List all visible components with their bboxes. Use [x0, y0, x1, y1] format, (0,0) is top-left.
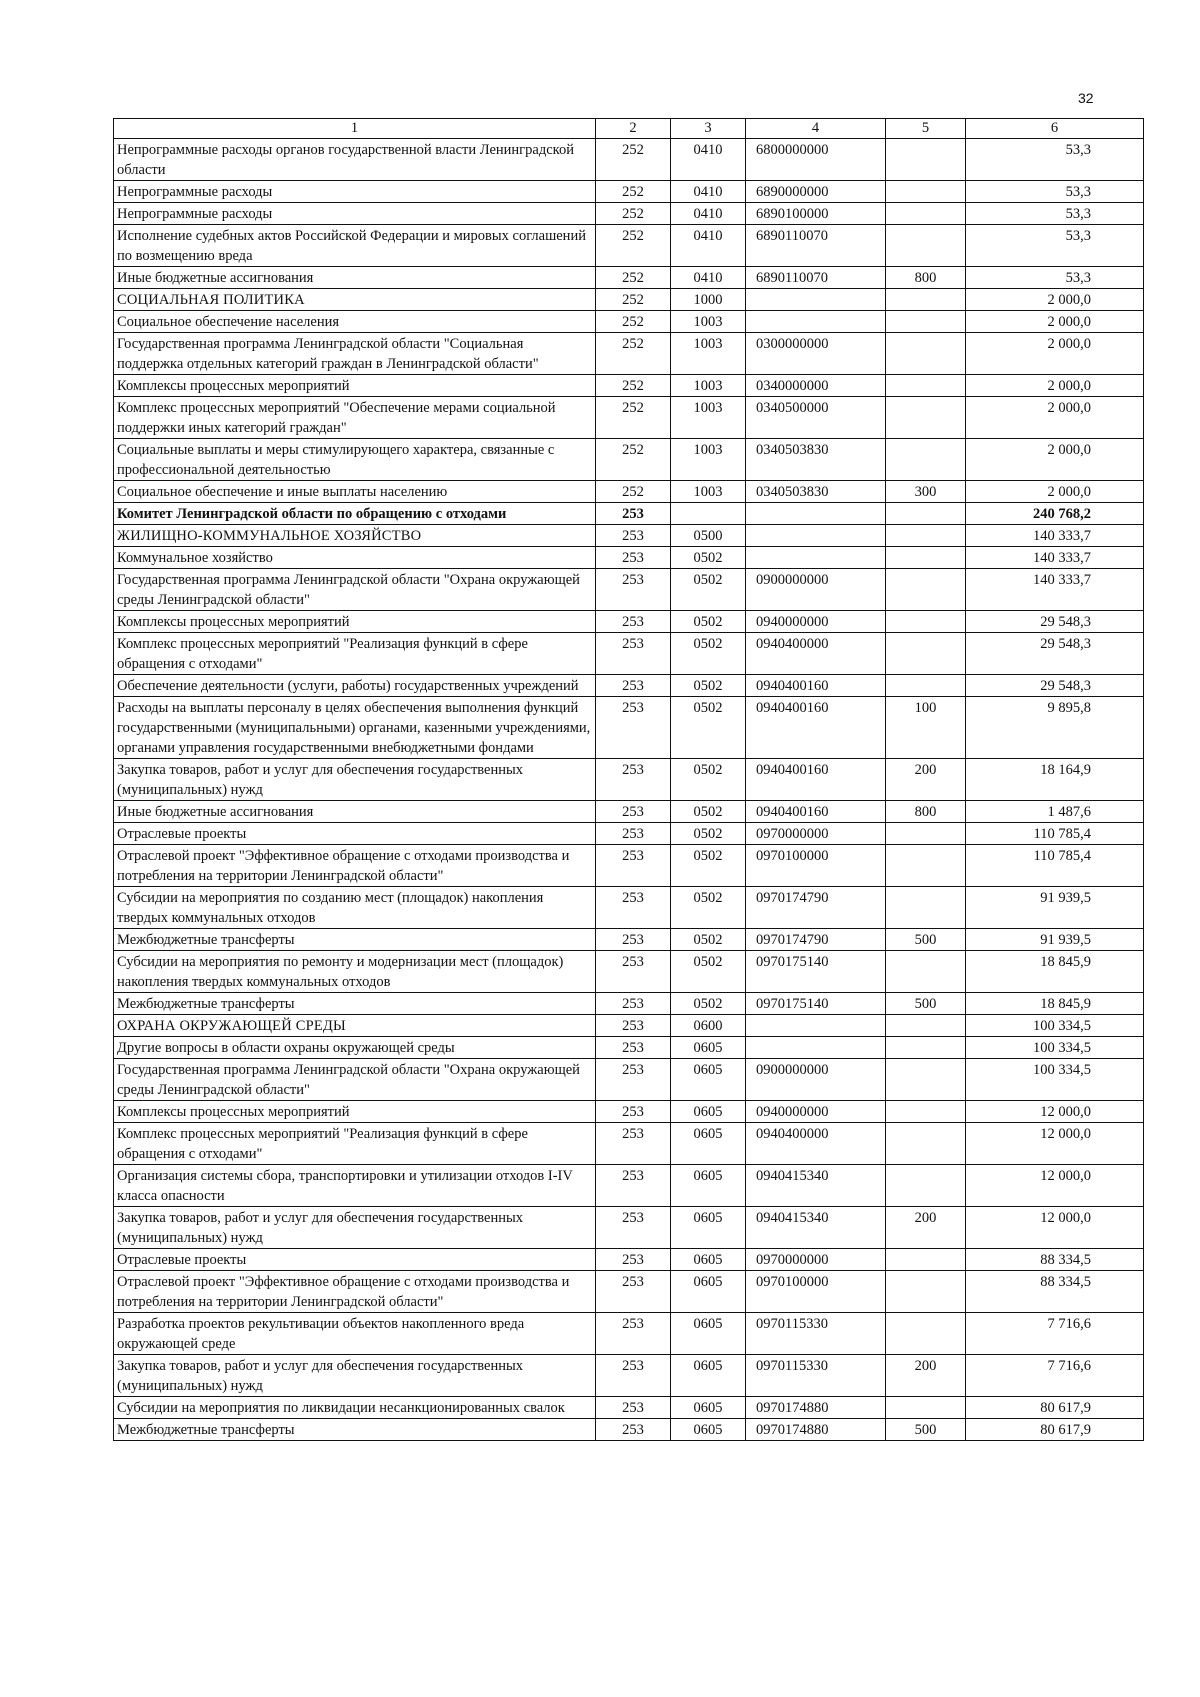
row-section-cell: 0500	[671, 525, 746, 547]
row-section-cell: 1003	[671, 397, 746, 439]
row-target-article-cell: 0940400160	[746, 697, 886, 759]
row-target-article-cell: 6890110070	[746, 267, 886, 289]
row-ved-cell: 253	[596, 611, 671, 633]
table-row	[114, 951, 1144, 993]
row-target-article-cell: 0940415340	[746, 1207, 886, 1249]
row-section-cell: 0502	[671, 993, 746, 1015]
row-expense-type-cell: 100	[886, 697, 966, 759]
table-row	[114, 333, 1144, 375]
row-ved-cell: 253	[596, 823, 671, 845]
table-row	[114, 697, 1144, 759]
table-row	[114, 267, 1144, 289]
row-ved-cell: 253	[596, 547, 671, 569]
table-row	[114, 289, 1144, 311]
row-amount-cell: 12 000,0	[966, 1123, 1144, 1165]
table-header	[114, 119, 1144, 139]
row-target-article-cell: 0970115330	[746, 1313, 886, 1355]
row-ved-cell: 252	[596, 397, 671, 439]
row-amount-cell: 110 785,4	[966, 845, 1144, 887]
row-target-article-cell	[746, 289, 886, 311]
row-section-cell: 1003	[671, 333, 746, 375]
row-section-cell: 0605	[671, 1101, 746, 1123]
row-expense-type-cell	[886, 225, 966, 267]
table-row	[114, 547, 1144, 569]
row-name-cell: Непрограммные расходы органов государственной власти Ленинградской области	[114, 139, 596, 181]
row-expense-type-cell	[886, 397, 966, 439]
row-section-cell: 0502	[671, 697, 746, 759]
row-expense-type-cell	[886, 675, 966, 697]
row-name-cell: Комплексы процессных мероприятий	[114, 1101, 596, 1123]
row-section-cell: 1003	[671, 481, 746, 503]
table-row	[114, 397, 1144, 439]
row-target-article-cell: 0940400160	[746, 675, 886, 697]
table-row	[114, 633, 1144, 675]
row-ved-cell: 252	[596, 267, 671, 289]
row-ved-cell: 253	[596, 929, 671, 951]
row-expense-type-cell	[886, 375, 966, 397]
row-ved-cell: 253	[596, 1271, 671, 1313]
row-amount-cell: 2 000,0	[966, 439, 1144, 481]
row-section-cell: 1003	[671, 375, 746, 397]
row-section-cell: 0502	[671, 569, 746, 611]
row-expense-type-cell	[886, 1165, 966, 1207]
table-row	[114, 375, 1144, 397]
table-row	[114, 439, 1144, 481]
row-section-cell: 0502	[671, 887, 746, 929]
row-target-article-cell	[746, 1015, 886, 1037]
row-ved-cell: 253	[596, 951, 671, 993]
row-expense-type-cell	[886, 633, 966, 675]
row-name-cell: Исполнение судебных актов Российской Федерации и мировых соглашений по возмещению вреда	[114, 225, 596, 267]
header-cell: 1	[114, 119, 596, 139]
table-row	[114, 993, 1144, 1015]
row-target-article-cell: 0970174790	[746, 929, 886, 951]
row-section-cell: 0502	[671, 547, 746, 569]
row-name-cell: Комплекс процессных мероприятий "Реализация функций в сфере обращения с отходами"	[114, 633, 596, 675]
row-amount-cell: 1 487,6	[966, 801, 1144, 823]
row-section-cell: 0605	[671, 1059, 746, 1101]
table-row	[114, 887, 1144, 929]
row-amount-cell: 53,3	[966, 139, 1144, 181]
table-body	[114, 139, 1144, 1441]
table-row	[114, 1397, 1144, 1419]
row-ved-cell: 253	[596, 503, 671, 525]
row-name-cell: Отраслевые проекты	[114, 1249, 596, 1271]
row-expense-type-cell	[886, 139, 966, 181]
row-target-article-cell: 0940000000	[746, 611, 886, 633]
header-cell: 3	[671, 119, 746, 139]
row-ved-cell: 253	[596, 697, 671, 759]
row-amount-cell: 53,3	[966, 181, 1144, 203]
row-expense-type-cell	[886, 439, 966, 481]
row-expense-type-cell	[886, 1271, 966, 1313]
table-row	[114, 1249, 1144, 1271]
row-section-cell: 0600	[671, 1015, 746, 1037]
row-ved-cell: 253	[596, 1419, 671, 1441]
row-target-article-cell: 0940415340	[746, 1165, 886, 1207]
row-target-article-cell	[746, 525, 886, 547]
row-target-article-cell	[746, 503, 886, 525]
row-amount-cell: 12 000,0	[966, 1207, 1144, 1249]
row-expense-type-cell: 200	[886, 1355, 966, 1397]
table-row	[114, 225, 1144, 267]
row-amount-cell: 18 164,9	[966, 759, 1144, 801]
row-target-article-cell	[746, 1037, 886, 1059]
row-name-cell: Отраслевой проект "Эффективное обращение с отходами производства и потребления на территории Ленинградской области"	[114, 1271, 596, 1313]
table-row	[114, 1355, 1144, 1397]
row-expense-type-cell	[886, 503, 966, 525]
row-name-cell: Коммунальное хозяйство	[114, 547, 596, 569]
row-ved-cell: 253	[596, 525, 671, 547]
row-name-cell: Иные бюджетные ассигнования	[114, 267, 596, 289]
row-name-cell: Социальное обеспечение населения	[114, 311, 596, 333]
row-section-cell: 0410	[671, 225, 746, 267]
row-name-cell: Межбюджетные трансферты	[114, 1419, 596, 1441]
row-ved-cell: 253	[596, 1313, 671, 1355]
row-name-cell: Организация системы сбора, транспортировки и утилизации отходов I-IV класса опасности	[114, 1165, 596, 1207]
row-ved-cell: 253	[596, 1015, 671, 1037]
row-expense-type-cell: 500	[886, 929, 966, 951]
row-amount-cell: 29 548,3	[966, 611, 1144, 633]
row-ved-cell: 252	[596, 439, 671, 481]
row-target-article-cell	[746, 311, 886, 333]
row-name-cell: Закупка товаров, работ и услуг для обеспечения государственных (муниципальных) нужд	[114, 1207, 596, 1249]
row-expense-type-cell	[886, 181, 966, 203]
row-section-cell: 0502	[671, 951, 746, 993]
row-amount-cell: 12 000,0	[966, 1101, 1144, 1123]
row-amount-cell: 53,3	[966, 225, 1144, 267]
row-ved-cell: 253	[596, 1123, 671, 1165]
row-ved-cell: 252	[596, 181, 671, 203]
row-target-article-cell: 0300000000	[746, 333, 886, 375]
row-expense-type-cell: 500	[886, 993, 966, 1015]
row-section-cell: 0605	[671, 1165, 746, 1207]
row-expense-type-cell: 800	[886, 267, 966, 289]
row-name-cell: Другие вопросы в области охраны окружающей среды	[114, 1037, 596, 1059]
row-section-cell: 1003	[671, 439, 746, 481]
table-row	[114, 801, 1144, 823]
table-row	[114, 1015, 1144, 1037]
header-cell: 4	[746, 119, 886, 139]
row-amount-cell: 240 768,2	[966, 503, 1144, 525]
row-expense-type-cell	[886, 1101, 966, 1123]
row-target-article-cell: 0940000000	[746, 1101, 886, 1123]
row-amount-cell: 140 333,7	[966, 547, 1144, 569]
row-target-article-cell: 0970000000	[746, 1249, 886, 1271]
table-row	[114, 1271, 1144, 1313]
row-ved-cell: 252	[596, 225, 671, 267]
row-section-cell: 0410	[671, 181, 746, 203]
row-amount-cell: 12 000,0	[966, 1165, 1144, 1207]
row-target-article-cell: 6800000000	[746, 139, 886, 181]
table-row	[114, 1101, 1144, 1123]
table-row	[114, 845, 1144, 887]
row-section-cell: 0502	[671, 675, 746, 697]
row-expense-type-cell	[886, 1313, 966, 1355]
row-amount-cell: 9 895,8	[966, 697, 1144, 759]
row-target-article-cell: 0970000000	[746, 823, 886, 845]
row-section-cell: 0410	[671, 139, 746, 181]
row-section-cell: 0502	[671, 759, 746, 801]
row-expense-type-cell	[886, 1059, 966, 1101]
row-amount-cell: 80 617,9	[966, 1397, 1144, 1419]
table-row	[114, 823, 1144, 845]
row-expense-type-cell	[886, 333, 966, 375]
table-row	[114, 503, 1144, 525]
row-ved-cell: 253	[596, 801, 671, 823]
row-name-cell: Непрограммные расходы	[114, 181, 596, 203]
row-amount-cell: 2 000,0	[966, 289, 1144, 311]
row-target-article-cell: 0340000000	[746, 375, 886, 397]
table-row	[114, 759, 1144, 801]
row-target-article-cell: 0940400160	[746, 759, 886, 801]
row-expense-type-cell	[886, 311, 966, 333]
table-row	[114, 525, 1144, 547]
row-name-cell: Социальные выплаты и меры стимулирующего характера, связанные с профессиональной деятельностью	[114, 439, 596, 481]
row-section-cell: 0410	[671, 267, 746, 289]
row-ved-cell: 253	[596, 1101, 671, 1123]
row-ved-cell: 253	[596, 845, 671, 887]
row-target-article-cell: 6890100000	[746, 203, 886, 225]
row-target-article-cell: 0900000000	[746, 1059, 886, 1101]
row-name-cell: Комплекс процессных мероприятий "Обеспечение мерами социальной поддержки иных категорий граждан"	[114, 397, 596, 439]
table-row	[114, 1313, 1144, 1355]
row-ved-cell: 252	[596, 311, 671, 333]
table-row	[114, 181, 1144, 203]
row-expense-type-cell	[886, 1123, 966, 1165]
row-target-article-cell: 0970174880	[746, 1419, 886, 1441]
row-expense-type-cell	[886, 1397, 966, 1419]
row-name-cell: Закупка товаров, работ и услуг для обеспечения государственных (муниципальных) нужд	[114, 1355, 596, 1397]
row-ved-cell: 253	[596, 633, 671, 675]
row-section-cell: 0502	[671, 801, 746, 823]
row-amount-cell: 2 000,0	[966, 397, 1144, 439]
row-expense-type-cell	[886, 951, 966, 993]
row-target-article-cell: 0970174880	[746, 1397, 886, 1419]
row-name-cell: Комитет Ленинградской области по обращению с отходами	[114, 503, 596, 525]
row-expense-type-cell	[886, 569, 966, 611]
row-section-cell: 0410	[671, 203, 746, 225]
row-section-cell: 0605	[671, 1355, 746, 1397]
row-section-cell: 0605	[671, 1397, 746, 1419]
row-name-cell: Комплекс процессных мероприятий "Реализация функций в сфере обращения с отходами"	[114, 1123, 596, 1165]
row-expense-type-cell: 500	[886, 1419, 966, 1441]
row-expense-type-cell	[886, 845, 966, 887]
row-expense-type-cell	[886, 525, 966, 547]
row-expense-type-cell	[886, 1015, 966, 1037]
table-row	[114, 611, 1144, 633]
row-target-article-cell: 0940400000	[746, 1123, 886, 1165]
row-amount-cell: 2 000,0	[966, 333, 1144, 375]
row-target-article-cell: 0340503830	[746, 439, 886, 481]
row-expense-type-cell	[886, 1037, 966, 1059]
row-amount-cell: 18 845,9	[966, 951, 1144, 993]
row-ved-cell: 253	[596, 1037, 671, 1059]
table-row	[114, 203, 1144, 225]
row-name-cell: Субсидии на мероприятия по ликвидации несанкционированных свалок	[114, 1397, 596, 1419]
row-ved-cell: 252	[596, 481, 671, 503]
row-name-cell: Социальное обеспечение и иные выплаты населению	[114, 481, 596, 503]
row-ved-cell: 253	[596, 759, 671, 801]
row-ved-cell: 253	[596, 1207, 671, 1249]
row-amount-cell: 2 000,0	[966, 311, 1144, 333]
row-amount-cell: 53,3	[966, 267, 1144, 289]
table-row	[114, 1123, 1144, 1165]
row-section-cell: 0605	[671, 1271, 746, 1313]
table-row	[114, 1165, 1144, 1207]
row-amount-cell: 100 334,5	[966, 1015, 1144, 1037]
row-target-article-cell: 0970100000	[746, 1271, 886, 1313]
row-amount-cell: 100 334,5	[966, 1059, 1144, 1101]
row-ved-cell: 253	[596, 1165, 671, 1207]
row-expense-type-cell	[886, 547, 966, 569]
table-row	[114, 569, 1144, 611]
row-section-cell: 0502	[671, 611, 746, 633]
row-amount-cell: 80 617,9	[966, 1419, 1144, 1441]
row-expense-type-cell	[886, 203, 966, 225]
row-ved-cell: 253	[596, 1355, 671, 1397]
table-row	[114, 1207, 1144, 1249]
row-name-cell: Комплексы процессных мероприятий	[114, 611, 596, 633]
row-section-cell: 0502	[671, 823, 746, 845]
row-ved-cell: 253	[596, 569, 671, 611]
row-amount-cell: 7 716,6	[966, 1313, 1144, 1355]
row-section-cell: 1000	[671, 289, 746, 311]
table-row	[114, 1037, 1144, 1059]
row-amount-cell: 140 333,7	[966, 525, 1144, 547]
budget-table	[113, 118, 1144, 1441]
row-section-cell	[671, 503, 746, 525]
row-target-article-cell: 6890000000	[746, 181, 886, 203]
row-expense-type-cell: 200	[886, 759, 966, 801]
row-target-article-cell: 0970175140	[746, 951, 886, 993]
row-name-cell: Расходы на выплаты персоналу в целях обеспечения выполнения функций государственными (муниципальными) органами, казенными учреждениями, органами управления государственными внебюджетными фондами	[114, 697, 596, 759]
row-amount-cell: 110 785,4	[966, 823, 1144, 845]
row-target-article-cell: 0340500000	[746, 397, 886, 439]
row-target-article-cell: 0340503830	[746, 481, 886, 503]
row-amount-cell: 88 334,5	[966, 1249, 1144, 1271]
row-name-cell: Государственная программа Ленинградской области "Охрана окружающей среды Ленинградской области"	[114, 569, 596, 611]
row-ved-cell: 252	[596, 203, 671, 225]
table-row	[114, 929, 1144, 951]
row-name-cell: СОЦИАЛЬНАЯ ПОЛИТИКА	[114, 289, 596, 311]
table-row	[114, 481, 1144, 503]
row-name-cell: Непрограммные расходы	[114, 203, 596, 225]
row-ved-cell: 253	[596, 1059, 671, 1101]
table-row	[114, 1419, 1144, 1441]
table-row	[114, 139, 1144, 181]
row-ved-cell: 253	[596, 887, 671, 929]
row-section-cell: 0605	[671, 1419, 746, 1441]
row-amount-cell: 2 000,0	[966, 481, 1144, 503]
row-target-article-cell: 0940400000	[746, 633, 886, 675]
row-expense-type-cell: 200	[886, 1207, 966, 1249]
row-target-article-cell: 6890110070	[746, 225, 886, 267]
row-amount-cell: 18 845,9	[966, 993, 1144, 1015]
row-target-article-cell: 0940400160	[746, 801, 886, 823]
row-section-cell: 0605	[671, 1207, 746, 1249]
row-name-cell: Субсидии на мероприятия по ремонту и модернизации мест (площадок) накопления твердых коммунальных отходов	[114, 951, 596, 993]
row-target-article-cell: 0970100000	[746, 845, 886, 887]
row-expense-type-cell	[886, 1249, 966, 1271]
header-cell: 5	[886, 119, 966, 139]
row-target-article-cell	[746, 547, 886, 569]
row-name-cell: Иные бюджетные ассигнования	[114, 801, 596, 823]
row-name-cell: Разработка проектов рекультивации объектов накопленного вреда окружающей среде	[114, 1313, 596, 1355]
row-name-cell: Межбюджетные трансферты	[114, 929, 596, 951]
row-expense-type-cell	[886, 289, 966, 311]
row-amount-cell: 53,3	[966, 203, 1144, 225]
row-ved-cell: 253	[596, 993, 671, 1015]
row-section-cell: 0605	[671, 1123, 746, 1165]
row-ved-cell: 253	[596, 1249, 671, 1271]
row-name-cell: Закупка товаров, работ и услуг для обеспечения государственных (муниципальных) нужд	[114, 759, 596, 801]
row-expense-type-cell	[886, 611, 966, 633]
row-amount-cell: 88 334,5	[966, 1271, 1144, 1313]
row-ved-cell: 252	[596, 139, 671, 181]
row-amount-cell: 91 939,5	[966, 929, 1144, 951]
row-section-cell: 1003	[671, 311, 746, 333]
row-name-cell: Государственная программа Ленинградской области "Охрана окружающей среды Ленинградской области"	[114, 1059, 596, 1101]
row-name-cell: Отраслевые проекты	[114, 823, 596, 845]
row-section-cell: 0605	[671, 1249, 746, 1271]
row-amount-cell: 140 333,7	[966, 569, 1144, 611]
row-name-cell: ЖИЛИЩНО-КОММУНАЛЬНОЕ ХОЗЯЙСТВО	[114, 525, 596, 547]
row-ved-cell: 252	[596, 289, 671, 311]
row-expense-type-cell	[886, 887, 966, 929]
row-section-cell: 0502	[671, 929, 746, 951]
row-amount-cell: 29 548,3	[966, 675, 1144, 697]
row-section-cell: 0605	[671, 1037, 746, 1059]
row-ved-cell: 252	[596, 375, 671, 397]
row-expense-type-cell	[886, 823, 966, 845]
table-row	[114, 1059, 1144, 1101]
row-expense-type-cell: 800	[886, 801, 966, 823]
row-target-article-cell: 0970175140	[746, 993, 886, 1015]
row-amount-cell: 29 548,3	[966, 633, 1144, 675]
row-amount-cell: 7 716,6	[966, 1355, 1144, 1397]
row-section-cell: 0502	[671, 845, 746, 887]
row-name-cell: Отраслевой проект "Эффективное обращение с отходами производства и потребления на территории Ленинградской области"	[114, 845, 596, 887]
table-row	[114, 675, 1144, 697]
row-amount-cell: 91 939,5	[966, 887, 1144, 929]
row-amount-cell: 2 000,0	[966, 375, 1144, 397]
row-target-article-cell: 0970115330	[746, 1355, 886, 1397]
row-expense-type-cell: 300	[886, 481, 966, 503]
row-ved-cell: 253	[596, 675, 671, 697]
row-ved-cell: 253	[596, 1397, 671, 1419]
header-row	[114, 119, 1144, 139]
row-amount-cell: 100 334,5	[966, 1037, 1144, 1059]
row-name-cell: Межбюджетные трансферты	[114, 993, 596, 1015]
row-name-cell: ОХРАНА ОКРУЖАЮЩЕЙ СРЕДЫ	[114, 1015, 596, 1037]
row-target-article-cell: 0900000000	[746, 569, 886, 611]
header-cell: 6	[966, 119, 1144, 139]
header-cell: 2	[596, 119, 671, 139]
row-section-cell: 0502	[671, 633, 746, 675]
page-number: 32	[1078, 90, 1094, 106]
row-ved-cell: 252	[596, 333, 671, 375]
row-name-cell: Государственная программа Ленинградской области "Социальная поддержка отдельных категорий граждан в Ленинградской области"	[114, 333, 596, 375]
row-target-article-cell: 0970174790	[746, 887, 886, 929]
row-name-cell: Обеспечение деятельности (услуги, работы) государственных учреждений	[114, 675, 596, 697]
row-name-cell: Субсидии на мероприятия по созданию мест (площадок) накопления твердых коммунальных отходов	[114, 887, 596, 929]
row-section-cell: 0605	[671, 1313, 746, 1355]
table-row	[114, 311, 1144, 333]
row-name-cell: Комплексы процессных мероприятий	[114, 375, 596, 397]
